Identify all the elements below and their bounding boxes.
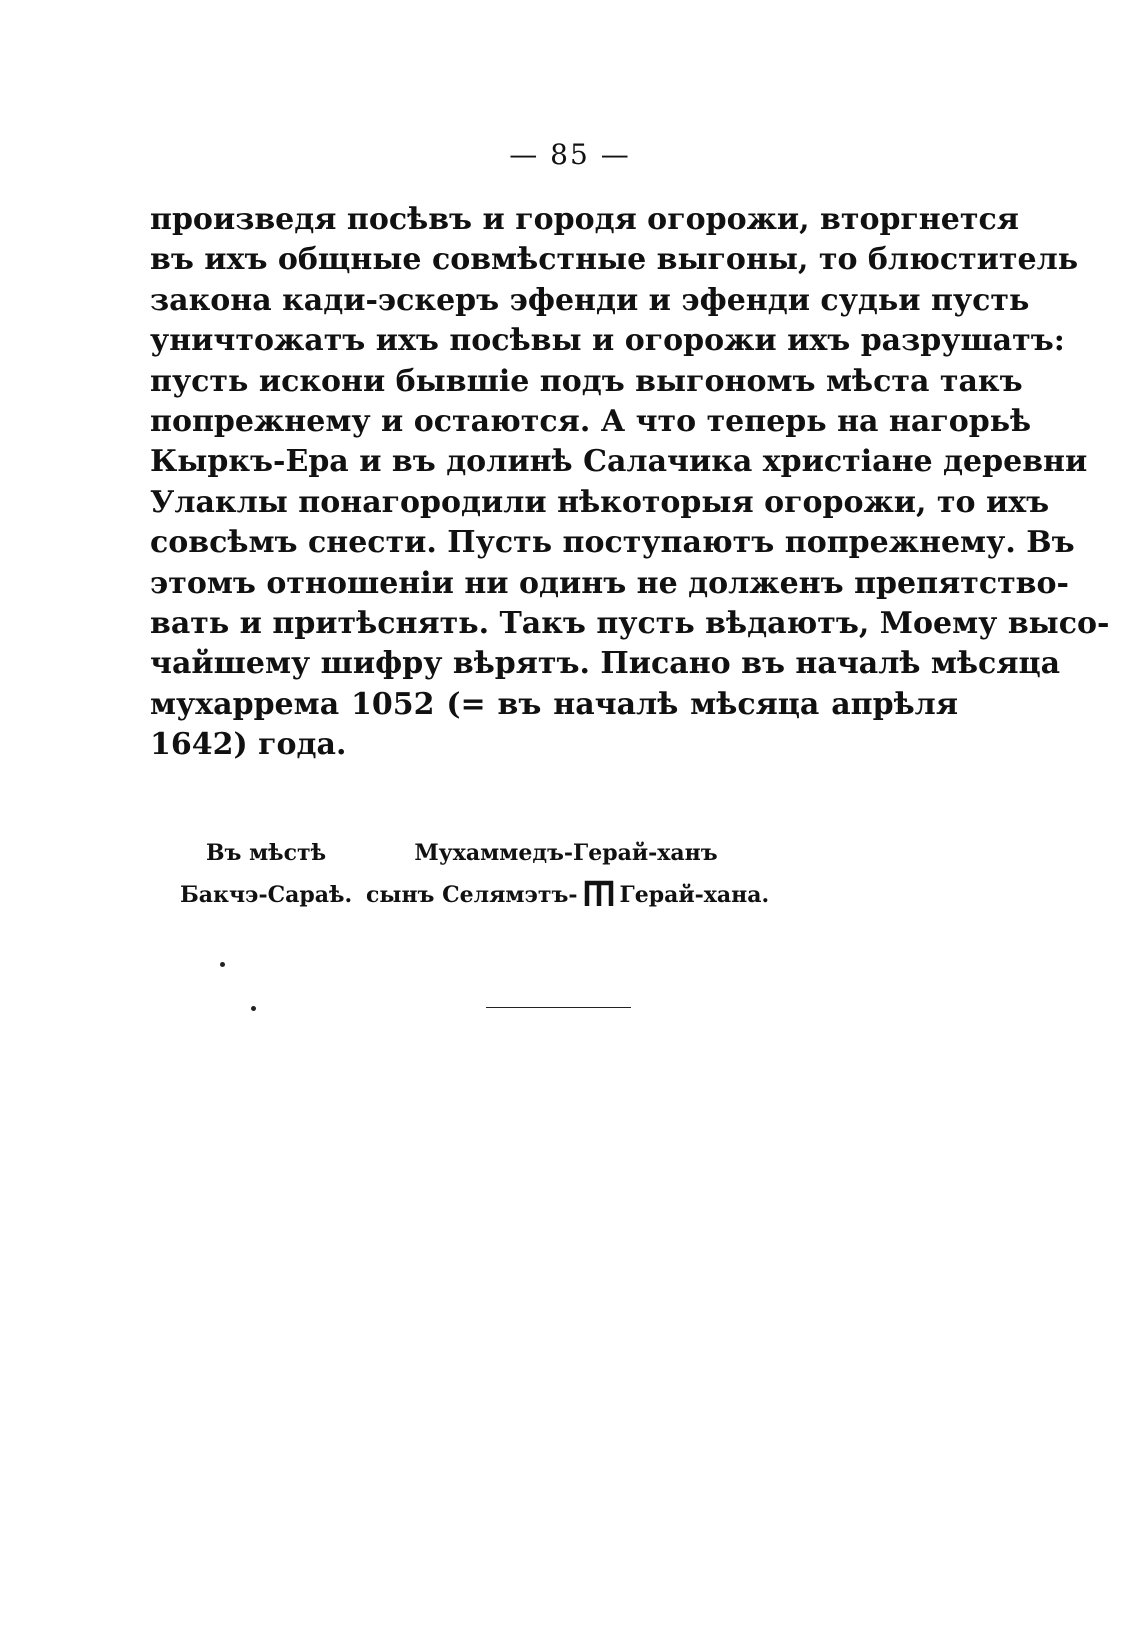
text-line: вать и притѣснять. Такъ пусть вѣдаютъ, Моему высо- [150,605,1110,641]
text-line: мухаррема 1052 (= въ началѣ мѣсяца апрѣля [150,686,958,722]
text-line: Улаклы понагородили нѣкоторыя огорожи, то ихъ [150,484,1050,520]
text-line: чайшему шифру вѣрятъ. Писано въ началѣ мѣсяца [150,646,1061,682]
signature-name [366,832,770,921]
text-line: пусть искони бывшіе подъ выгономъ мѣста такъ [150,363,1023,399]
signature-place-line: Въ мѣстѣ [205,840,327,866]
signature-place [180,832,352,916]
text-line: этомъ отношеніи ни одинъ не долженъ препятство- [150,565,1069,601]
text-line: совсѣмъ снести. Пусть поступаютъ попрежнему. Въ [150,525,1075,561]
text-line: Кыркъ-Ера и въ долинѣ Салачика христіане деревни [150,444,1088,480]
text-line: попрежнему и остаются. А что теперь на нагорьѣ [150,403,1032,439]
signature-name-line2 [366,874,770,921]
signature-name-line: Мухаммедъ-Герай-ханъ [414,840,718,866]
end-rule [486,1007,631,1008]
ink-speck [220,962,225,967]
page-number: — 85 — [509,138,631,171]
ink-speck [251,1006,256,1011]
signature-name-suffix: Герай-хана. [619,882,770,908]
body-text [150,200,1110,765]
text-line: уничтожатъ ихъ посѣвы и огорожи ихъ разрушатъ: [150,323,1065,359]
text-line: въ ихъ общные совмѣстные выгоны, то блюститель [150,242,1079,278]
signature-place-line: Бакчэ-Сараѣ. [180,882,353,908]
text-line: произведя посѣвъ и городя огорожи, вторгнется [150,202,1019,237]
text-line: закона кади-эскеръ эфенди и эфенди судьи пусть [150,282,1030,318]
signature-name-prefix: сынъ Селямэтъ- [366,882,578,908]
text-line: 1642) года. [150,727,347,763]
tamga-seal-icon [584,879,614,921]
